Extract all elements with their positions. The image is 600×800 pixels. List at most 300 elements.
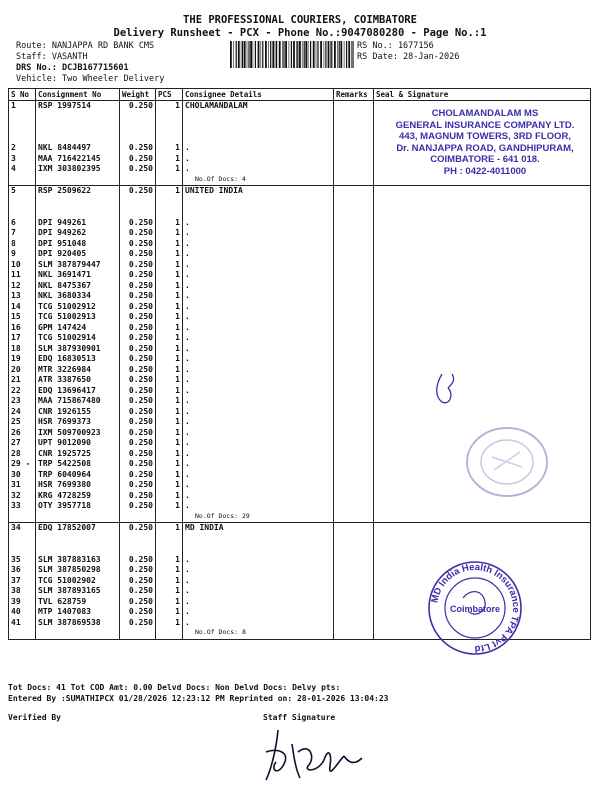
barcode-bar — [255, 41, 256, 68]
cell-consignee: . — [183, 281, 334, 292]
cell-consignee: . — [183, 312, 334, 323]
barcode-bar — [283, 41, 284, 68]
document-subtitle: Delivery Runsheet - PCX - Phone No.:9047080280 - Page No.:1 — [113, 27, 487, 39]
cell-empty — [120, 512, 156, 523]
cell-empty — [334, 112, 374, 123]
cell-consignee: . — [183, 396, 334, 407]
cell-remarks — [334, 576, 374, 587]
cell-cno: CNR 1925725 — [36, 449, 120, 460]
cell-empty — [36, 207, 120, 218]
cell-pcs: 1 — [156, 417, 183, 428]
seal-line-6: PH : 0422-4011000 — [443, 165, 527, 177]
cell-sno: 23 — [9, 396, 36, 407]
cell-sno: 4 — [9, 164, 36, 175]
barcode-bar — [282, 41, 283, 68]
cell-pcs: 1 — [156, 354, 183, 365]
cell-empty — [120, 628, 156, 639]
cell-sno: 15 — [9, 312, 36, 323]
cell-pcs: 1 — [156, 291, 183, 302]
barcode-bar — [344, 41, 345, 68]
cell-sno: 1 — [9, 101, 36, 112]
table-row-spacer — [9, 544, 591, 555]
cell-empty — [120, 175, 156, 186]
cell-consignee: . — [183, 228, 334, 239]
cell-remarks — [334, 143, 374, 154]
cell-sno: 27 — [9, 438, 36, 449]
barcode-bar — [348, 41, 350, 68]
cell-weight: 0.250 — [120, 386, 156, 397]
cell-empty — [156, 534, 183, 545]
cell-sno: 38 — [9, 586, 36, 597]
cell-pcs: 1 — [156, 365, 183, 376]
cell-empty — [183, 112, 334, 123]
barcode-bar — [248, 41, 249, 68]
cell-remarks — [334, 618, 374, 629]
cell-consignee: . — [183, 470, 334, 481]
cell-remarks — [334, 407, 374, 418]
cell-weight: 0.250 — [120, 407, 156, 418]
table-header-row — [9, 89, 591, 101]
cell-consignee: . — [183, 586, 334, 597]
cell-seal — [374, 239, 591, 250]
cell-consignee: . — [183, 365, 334, 376]
cell-pcs: 1 — [156, 333, 183, 344]
cell-empty — [9, 112, 36, 123]
cell-empty — [36, 534, 120, 545]
cell-consignee: . — [183, 154, 334, 165]
barcode-bar — [316, 41, 317, 68]
cell-remarks — [334, 417, 374, 428]
cell-weight: 0.250 — [120, 270, 156, 281]
barcode-bar — [317, 41, 318, 68]
cell-empty — [9, 197, 36, 208]
table-row — [9, 239, 591, 250]
cell-remarks — [334, 459, 374, 470]
cell-seal — [374, 386, 591, 397]
cell-seal — [374, 375, 591, 386]
cell-cno: OTY 3957718 — [36, 501, 120, 512]
barcode-bar — [261, 41, 262, 68]
cell-consignee: . — [183, 417, 334, 428]
cell-sno: 18 — [9, 344, 36, 355]
cell-remarks — [334, 260, 374, 271]
barcode-bar — [279, 41, 281, 68]
cell-sno: 17 — [9, 333, 36, 344]
cell-cno: TRP 5422508 — [36, 459, 120, 470]
column-header: Consignee Details — [183, 89, 334, 101]
cell-consignee: . — [183, 565, 334, 576]
rs-number: RS No.: 1677156 — [357, 41, 434, 51]
cell-empty — [334, 544, 374, 555]
cell-seal — [374, 228, 591, 239]
initial-scribble — [430, 370, 460, 410]
cell-weight: 0.250 — [120, 597, 156, 608]
cell-consignee: . — [183, 449, 334, 460]
cell-sno: 6 — [9, 218, 36, 229]
cell-weight: 0.250 — [120, 438, 156, 449]
cell-empty — [156, 133, 183, 144]
cell-empty — [156, 207, 183, 218]
cell-pcs: 1 — [156, 323, 183, 334]
cell-pcs: 1 — [156, 249, 183, 260]
barcode-bar — [313, 41, 315, 68]
cell-consignee: . — [183, 438, 334, 449]
rs-date: RS Date: 28-Jan-2026 — [357, 52, 460, 62]
seal-line-3: 443, MAGNUM TOWERS, 3RD FLOOR, — [399, 131, 571, 142]
cell-weight: 0.250 — [120, 555, 156, 566]
docs-count: No.Of Docs: 8 — [183, 628, 334, 639]
cell-cno: UPT 9012090 — [36, 438, 120, 449]
cell-empty — [183, 207, 334, 218]
table-row — [9, 501, 591, 512]
cell-empty — [156, 512, 183, 523]
table-row — [9, 407, 591, 418]
cell-cno: DPI 949261 — [36, 218, 120, 229]
cell-consignee: . — [183, 302, 334, 313]
cell-pcs: 1 — [156, 270, 183, 281]
cell-seal — [374, 281, 591, 292]
cell-cno: EDQ 17852007 — [36, 523, 120, 534]
cell-sno: 39 — [9, 597, 36, 608]
cell-pcs: 1 — [156, 312, 183, 323]
table-row-spacer — [9, 207, 591, 218]
faint-round-stamp — [462, 422, 552, 502]
cell-cno: HSR 7699380 — [36, 480, 120, 491]
barcode-bar — [236, 41, 237, 68]
cell-weight: 0.250 — [120, 143, 156, 154]
seal-line-5: COIMBATORE - 641 018. — [430, 154, 540, 165]
barcode-bar — [346, 41, 347, 68]
cell-empty — [334, 175, 374, 186]
cell-consignee: MD INDIA — [183, 523, 334, 534]
cell-empty — [156, 628, 183, 639]
cell-remarks — [334, 218, 374, 229]
seal-line-1: CHOLAMANDALAM MS — [431, 108, 539, 119]
cell-consignee: . — [183, 239, 334, 250]
cell-weight: 0.250 — [120, 101, 156, 112]
cell-pcs: 1 — [156, 523, 183, 534]
cell-consignee: . — [183, 270, 334, 281]
cell-sno: 35 — [9, 555, 36, 566]
cell-empty — [36, 197, 120, 208]
cell-empty — [9, 133, 36, 144]
cell-sno: 2 — [9, 143, 36, 154]
cell-sno: 10 — [9, 260, 36, 271]
cell-empty — [120, 133, 156, 144]
table-row — [9, 333, 591, 344]
barcode-bar — [305, 41, 307, 68]
cell-sno: 41 — [9, 618, 36, 629]
cell-empty — [334, 197, 374, 208]
cell-empty — [334, 628, 374, 639]
cell-remarks — [334, 586, 374, 597]
cell-consignee: . — [183, 291, 334, 302]
cell-remarks — [334, 365, 374, 376]
cell-empty — [183, 544, 334, 555]
cell-pcs: 1 — [156, 597, 183, 608]
cell-remarks — [334, 302, 374, 313]
cell-pcs: 1 — [156, 491, 183, 502]
cell-empty — [334, 207, 374, 218]
cell-consignee: UNITED INDIA — [183, 186, 334, 197]
cell-sno: 16 — [9, 323, 36, 334]
round-stamp-center: Coimbatore — [449, 604, 501, 614]
cell-empty — [120, 534, 156, 545]
cell-empty — [120, 197, 156, 208]
cell-weight: 0.250 — [120, 164, 156, 175]
cell-cno: DPI 949262 — [36, 228, 120, 239]
cell-empty — [9, 544, 36, 555]
cell-remarks — [334, 597, 374, 608]
cell-empty — [156, 639, 183, 640]
cell-consignee: . — [183, 576, 334, 587]
cell-remarks — [334, 396, 374, 407]
seal-line-2: GENERAL INSURANCE COMPANY LTD. — [395, 119, 575, 131]
cell-seal — [374, 249, 591, 260]
barcode-bar — [337, 41, 338, 68]
cell-remarks — [334, 386, 374, 397]
table-row-spacer — [9, 534, 591, 545]
cell-sno: 40 — [9, 607, 36, 618]
cell-consignee: . — [183, 249, 334, 260]
barcode-bar — [310, 41, 311, 68]
table-row-spacer — [9, 197, 591, 208]
cell-consignee: . — [183, 143, 334, 154]
cell-empty — [36, 512, 120, 523]
cell-cno: NKL 3691471 — [36, 270, 120, 281]
cell-weight: 0.250 — [120, 312, 156, 323]
column-header: Weight — [120, 89, 156, 101]
barcode-bar — [262, 41, 263, 68]
cell-pcs: 1 — [156, 239, 183, 250]
cell-consignee: . — [183, 354, 334, 365]
barcode-bar — [340, 41, 342, 68]
cell-pcs: 1 — [156, 344, 183, 355]
cell-weight: 0.250 — [120, 375, 156, 386]
cell-cno: SLM 387930901 — [36, 344, 120, 355]
cell-empty — [334, 122, 374, 133]
cell-cno: NKL 3680334 — [36, 291, 120, 302]
cell-cno: TCG 51002912 — [36, 302, 120, 313]
cell-remarks — [334, 501, 374, 512]
table-row — [9, 312, 591, 323]
cell-cno: CNR 1926155 — [36, 407, 120, 418]
cell-weight: 0.250 — [120, 565, 156, 576]
table-row — [9, 249, 591, 260]
cell-weight: 0.250 — [120, 459, 156, 470]
cell-weight: 0.250 — [120, 365, 156, 376]
cell-empty — [183, 639, 334, 640]
barcode-bar — [293, 41, 295, 68]
barcode-bar — [320, 41, 322, 68]
barcode-bar — [244, 41, 246, 68]
barcode-bar — [265, 41, 267, 68]
cell-empty — [9, 175, 36, 186]
cell-empty — [156, 112, 183, 123]
staff-label: Staff: VASANTH — [16, 52, 88, 62]
cell-seal — [374, 260, 591, 271]
cell-weight: 0.250 — [120, 491, 156, 502]
cell-pcs: 1 — [156, 449, 183, 460]
cell-pcs: 1 — [156, 459, 183, 470]
cell-cno: NKL 8475367 — [36, 281, 120, 292]
cell-sno: 34 — [9, 523, 36, 534]
cell-pcs: 1 — [156, 375, 183, 386]
cell-weight: 0.250 — [120, 186, 156, 197]
staff-signature-label: Staff Signature — [263, 713, 336, 722]
cell-remarks — [334, 291, 374, 302]
cell-sno: 32 — [9, 491, 36, 502]
barcode-bar — [275, 41, 276, 68]
cell-consignee: . — [183, 407, 334, 418]
cell-remarks — [334, 375, 374, 386]
cell-cno: TRP 6040964 — [36, 470, 120, 481]
cell-cno: DPI 951048 — [36, 239, 120, 250]
column-header: S No — [9, 89, 36, 101]
cell-seal — [374, 323, 591, 334]
cell-sno: 22 — [9, 386, 36, 397]
table-row — [9, 386, 591, 397]
cell-empty — [183, 122, 334, 133]
cell-weight: 0.250 — [120, 249, 156, 260]
cell-remarks — [334, 101, 374, 112]
cell-cno: EDQ 16830513 — [36, 354, 120, 365]
table-row — [9, 375, 591, 386]
cell-consignee: . — [183, 501, 334, 512]
cell-empty — [120, 112, 156, 123]
barcode-bar — [325, 41, 326, 68]
cell-pcs: 1 — [156, 101, 183, 112]
cell-weight: 0.250 — [120, 586, 156, 597]
cell-cno: KRG 4728259 — [36, 491, 120, 502]
cell-sno: 28 — [9, 449, 36, 460]
cell-remarks — [334, 154, 374, 165]
cell-cno: HSR 7699373 — [36, 417, 120, 428]
cell-consignee: . — [183, 459, 334, 470]
cell-empty — [36, 175, 120, 186]
cell-cno: NKL 8484497 — [36, 143, 120, 154]
cell-cno: MAA 716422145 — [36, 154, 120, 165]
cell-cno: SLM 387883163 — [36, 555, 120, 566]
docs-count: No.Of Docs: 4 — [183, 175, 334, 186]
cell-sno: 7 — [9, 228, 36, 239]
totals-line: Tot Docs: 41 Tot COD Amt: 0.00 Delvd Docs: Non Delvd Docs: Delvy pts: — [8, 683, 341, 692]
cell-weight: 0.250 — [120, 449, 156, 460]
cell-empty — [374, 197, 591, 208]
barcode-bar — [324, 41, 325, 68]
cell-pcs: 1 — [156, 428, 183, 439]
barcode-bar — [238, 41, 240, 68]
barcode-bar — [328, 41, 330, 68]
cell-sno: 19 — [9, 354, 36, 365]
cell-empty — [374, 534, 591, 545]
cell-sno: 8 — [9, 239, 36, 250]
table-row — [9, 365, 591, 376]
cell-cno: TVL 628759 — [36, 597, 120, 608]
seal-line-4: Dr. NANJAPPA ROAD, GANDHIPURAM, — [396, 142, 574, 154]
barcode-bar — [258, 41, 260, 68]
cell-cno: GPM 147424 — [36, 323, 120, 334]
cell-remarks — [334, 270, 374, 281]
cell-weight: 0.250 — [120, 291, 156, 302]
round-stamp-text: MD India Health Insurance TPA Pvt Ltd — [429, 561, 522, 655]
cell-consignee: . — [183, 386, 334, 397]
docs-count: No.Of Docs: 29 — [183, 512, 334, 523]
cell-empty — [9, 207, 36, 218]
cell-sno: 13 — [9, 291, 36, 302]
cell-remarks — [334, 239, 374, 250]
cell-weight: 0.250 — [120, 480, 156, 491]
barcode — [229, 41, 354, 68]
cell-cno: RSP 2509622 — [36, 186, 120, 197]
cell-sno: 5 — [9, 186, 36, 197]
cell-seal — [374, 365, 591, 376]
cell-empty — [374, 207, 591, 218]
cell-seal — [374, 218, 591, 229]
cell-empty — [183, 133, 334, 144]
cell-empty — [36, 639, 120, 640]
cell-pcs: 1 — [156, 618, 183, 629]
cell-remarks — [334, 491, 374, 502]
cell-sno: 3 — [9, 154, 36, 165]
cell-sno: 29 - — [9, 459, 36, 470]
cell-seal — [374, 354, 591, 365]
cell-seal — [374, 333, 591, 344]
cell-remarks — [334, 228, 374, 239]
cell-seal — [374, 396, 591, 407]
barcode-bar — [285, 41, 287, 68]
cell-pcs: 1 — [156, 555, 183, 566]
cell-sno: 12 — [9, 281, 36, 292]
cell-remarks — [334, 333, 374, 344]
cell-pcs: 1 — [156, 438, 183, 449]
cell-remarks — [334, 164, 374, 175]
table-row — [9, 186, 591, 197]
cell-remarks — [334, 470, 374, 481]
cell-pcs: 1 — [156, 576, 183, 587]
cell-weight: 0.250 — [120, 618, 156, 629]
cell-weight: 0.250 — [120, 576, 156, 587]
barcode-bar — [270, 41, 271, 68]
cell-pcs: 1 — [156, 407, 183, 418]
cell-empty — [334, 534, 374, 545]
cell-weight: 0.250 — [120, 428, 156, 439]
cell-empty — [36, 628, 120, 639]
cell-consignee: . — [183, 333, 334, 344]
cell-empty — [156, 544, 183, 555]
table-row — [9, 228, 591, 239]
barcode-bar — [351, 41, 352, 68]
cell-remarks — [334, 449, 374, 460]
cell-cno: IXM 303802395 — [36, 164, 120, 175]
table-row — [9, 260, 591, 271]
barcode-bar — [233, 41, 234, 68]
table-row — [9, 523, 591, 534]
cell-weight: 0.250 — [120, 470, 156, 481]
barcode-bar — [302, 41, 303, 68]
barcode-bar — [304, 41, 305, 68]
cell-cno: SLM 387850298 — [36, 565, 120, 576]
cell-consignee: . — [183, 344, 334, 355]
cell-remarks — [334, 344, 374, 355]
barcode-bar — [289, 41, 290, 68]
cell-weight: 0.250 — [120, 523, 156, 534]
barcode-bar — [272, 41, 274, 68]
cell-cno: ATR 3387650 — [36, 375, 120, 386]
cell-remarks — [334, 249, 374, 260]
cell-sno: 11 — [9, 270, 36, 281]
cell-sno: 20 — [9, 365, 36, 376]
